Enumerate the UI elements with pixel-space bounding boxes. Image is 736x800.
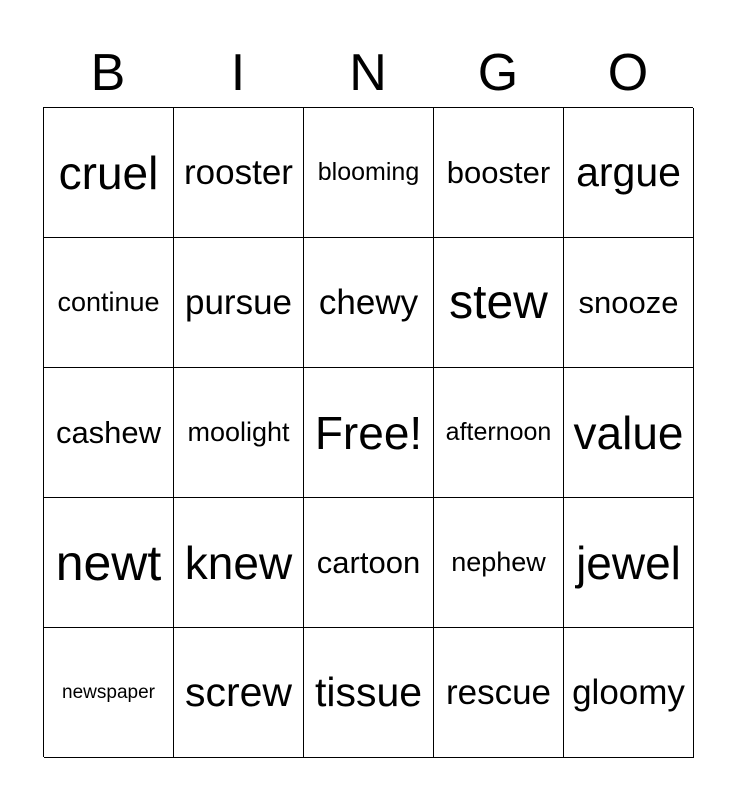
header-letter-g: G [477, 44, 519, 102]
bingo-header [43, 40, 693, 106]
bingo-cell[interactable]: afternoon [434, 368, 564, 498]
bingo-cell[interactable]: cartoon [304, 498, 434, 628]
bingo-cell[interactable]: value [564, 368, 694, 498]
free-space-cell[interactable]: Free! [304, 368, 434, 498]
header-letter-i: I [230, 44, 246, 102]
bingo-cell[interactable]: pursue [174, 238, 304, 368]
header-letter-o: O [607, 44, 649, 102]
bingo-cell[interactable]: argue [564, 108, 694, 238]
bingo-cell[interactable]: rescue [434, 628, 564, 758]
bingo-cell[interactable]: jewel [564, 498, 694, 628]
bingo-cell[interactable]: blooming [304, 108, 434, 238]
bingo-cell[interactable]: gloomy [564, 628, 694, 758]
bingo-board [43, 107, 693, 757]
bingo-cell[interactable]: snooze [564, 238, 694, 368]
bingo-cell[interactable]: stew [434, 238, 564, 368]
bingo-cell[interactable]: tissue [304, 628, 434, 758]
bingo-cell[interactable]: continue [44, 238, 174, 368]
bingo-cell[interactable]: newspaper [44, 628, 174, 758]
bingo-cell[interactable]: chewy [304, 238, 434, 368]
bingo-cell[interactable]: booster [434, 108, 564, 238]
bingo-cell[interactable]: knew [174, 498, 304, 628]
bingo-cell[interactable]: cashew [44, 368, 174, 498]
bingo-cell[interactable]: screw [174, 628, 304, 758]
bingo-cell[interactable]: moolight [174, 368, 304, 498]
header-letter-n: N [349, 44, 387, 102]
bingo-cell[interactable]: newt [44, 498, 174, 628]
header-letter-b: B [90, 44, 126, 102]
bingo-cell[interactable]: nephew [434, 498, 564, 628]
bingo-cell[interactable]: rooster [174, 108, 304, 238]
bingo-cell[interactable]: cruel [44, 108, 174, 238]
